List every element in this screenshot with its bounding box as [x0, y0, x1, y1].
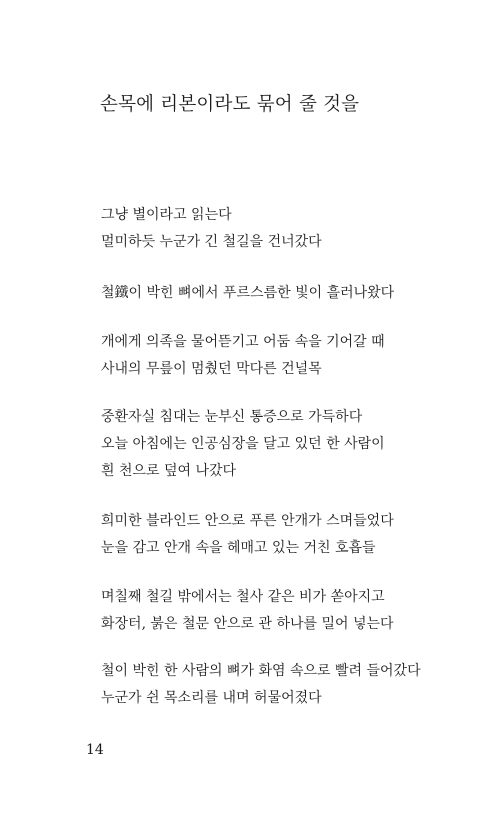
poem-line: 희미한 블라인드 안으로 푸른 안개가 스며들었다 [101, 513, 394, 529]
poem-line: 며칠째 철길 밖에서는 철사 같은 비가 쏟아지고 [101, 589, 385, 605]
stanza-3 [101, 329, 385, 383]
poem-line: 화장터, 붉은 철문 안으로 관 하나를 밀어 넣는다 [101, 616, 394, 632]
stanza-6 [101, 584, 394, 638]
poem-line: 철鐵이 박힌 뼈에서 푸르스름한 빛이 흘러나왔다 [101, 285, 395, 301]
poem-line: 누군가 쉰 목소리를 내며 허물어졌다 [101, 690, 322, 706]
stanza-7 [101, 658, 421, 712]
poem-line: 멀미하듯 누군가 긴 철길을 건너갔다 [101, 234, 322, 250]
stanza-5 [101, 508, 394, 562]
poem-line: 철이 박힌 한 사람의 뼈가 화염 속으로 빨려 들어갔다 [101, 663, 421, 679]
poem-line: 사내의 무릎이 멈췄던 막다른 건널목 [101, 361, 322, 377]
poem-line: 흰 천으로 덮여 나갔다 [101, 463, 237, 479]
poem-line: 중환자실 침대는 눈부신 통증으로 가득하다 [101, 409, 363, 425]
poem-line: 오늘 아침에는 인공심장을 달고 있던 한 사람이 [101, 436, 385, 452]
poem-title: 손목에 리본이라도 묶어 줄 것을 [100, 94, 360, 115]
page-number: 14 [86, 742, 104, 758]
stanza-1 [101, 202, 322, 256]
stanza-4 [101, 404, 385, 485]
poem-line: 눈을 감고 안개 속을 헤매고 있는 거친 호흡들 [101, 540, 376, 556]
stanza-2 [101, 280, 394, 307]
poem-line: 그냥 별이라고 읽는다 [101, 207, 232, 223]
poem-line: 개에게 의족을 물어뜯기고 어둠 속을 기어갈 때 [101, 334, 385, 350]
